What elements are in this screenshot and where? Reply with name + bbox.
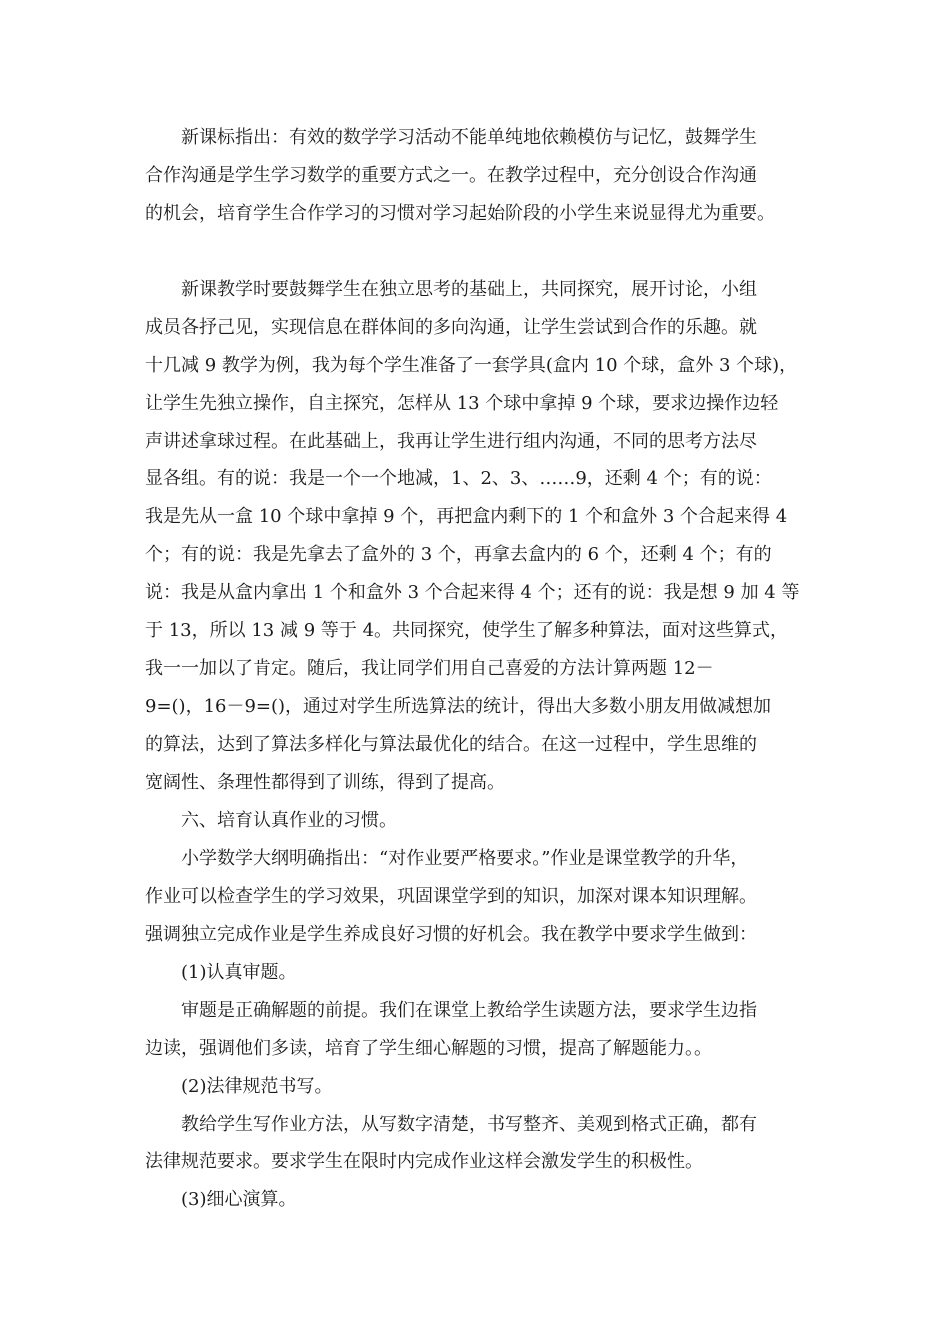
item-2-title: (2)法律规范书写。	[145, 1076, 333, 1097]
item-3-title: (3)细心演算。	[145, 1189, 297, 1210]
item-1-text-line-1: 审题是正确解题的前提。我们在课堂上教给学生读题方法，要求学生边指	[145, 1000, 757, 1021]
paragraph-2-line-10: 于 13，所以 13 减 9 等于 4。共同探究，使学生了解多种算法，面对这些算式，	[145, 620, 789, 641]
paragraph-3-line-3: 强调独立完成作业是学生养成良好习惯的好机会。我在教学中要求学生做到：	[145, 924, 757, 945]
paragraph-3-line-2: 作业可以检查学生的学习效果，巩固课堂学到的知识，加深对课本知识理解。	[145, 886, 757, 907]
paragraph-1-line-3: 的机会，培育学生合作学习的习惯对学习起始阶段的小学生来说显得尤为重要。	[145, 203, 775, 224]
item-1-text-line-2: 边读，强调他们多读，培育了学生细心解题的习惯，提高了解题能力。。	[145, 1038, 712, 1059]
paragraph-3-line-1: 小学数学大纲明确指出：“对作业要严格要求。”作业是课堂教学的升华，	[145, 848, 749, 869]
item-2-text-line-2: 法律规范要求。要求学生在限时内完成作业这样会激发学生的积极性。	[145, 1151, 703, 1172]
paragraph-2-line-13: 的算法，达到了算法多样化与算法最优化的结合。在这一过程中，学生思维的	[145, 734, 757, 755]
paragraph-2-line-6: 显各组。有的说：我是一个一个地减，1、2、3、……9，还剩 4 个；有的说：	[145, 468, 772, 489]
paragraph-2-line-4: 让学生先独立操作，自主探究，怎样从 13 个球中拿掉 9 个球，要求边操作边轻	[145, 393, 779, 414]
paragraph-2-line-9: 说：我是从盒内拿出 1 个和盒外 3 个合起来得 4 个；还有的说：我是想 9 加 4 等	[145, 582, 800, 603]
section-heading-6: 六、培育认真作业的习惯。	[145, 810, 397, 831]
paragraph-2-line-3: 十几减 9 教学为例，我为每个学生准备了一套学具(盒内 10 个球，盒外 3 个球)，	[145, 355, 798, 376]
paragraph-1-line-2: 合作沟通是学生学习数学的重要方式之一。在教学过程中，充分创设合作沟通	[145, 165, 757, 186]
paragraph-2-line-14: 宽阔性、条理性都得到了训练，得到了提高。	[145, 772, 505, 793]
paragraph-2-line-8: 个；有的说：我是先拿去了盒外的 3 个，再拿去盒内的 6 个，还剩 4 个；有的	[145, 544, 772, 565]
paragraph-2-line-2: 成员各抒己见，实现信息在群体间的多向沟通，让学生尝试到合作的乐趣。就	[145, 317, 757, 338]
paragraph-2-line-5: 声讲述拿球过程。在此基础上，我再让学生进行组内沟通，不同的思考方法尽	[145, 431, 757, 452]
paragraph-2-line-11: 我一一加以了肯定。随后，我让同学们用自己喜爱的方法计算两题 12－	[145, 658, 714, 679]
paragraph-2-line-7: 我是先从一盒 10 个球中拿掉 9 个，再把盒内剩下的 1 个和盒外 3 个合起来得 4	[145, 506, 788, 527]
paragraph-2-line-12: 9=()，16－9=()，通过对学生所选算法的统计，得出大多数小朋友用做减想加	[145, 696, 772, 717]
paragraph-1-line-1: 新课标指出：有效的数学学习活动不能单纯地依赖模仿与记忆，鼓舞学生	[145, 127, 757, 148]
paragraph-2-line-1: 新课教学时要鼓舞学生在独立思考的基础上，共同探究，展开讨论，小组	[145, 279, 757, 300]
item-1-title: (1)认真审题。	[145, 962, 297, 983]
item-2-text-line-1: 教给学生写作业方法，从写数字清楚，书写整齐、美观到格式正确，都有	[145, 1114, 757, 1135]
